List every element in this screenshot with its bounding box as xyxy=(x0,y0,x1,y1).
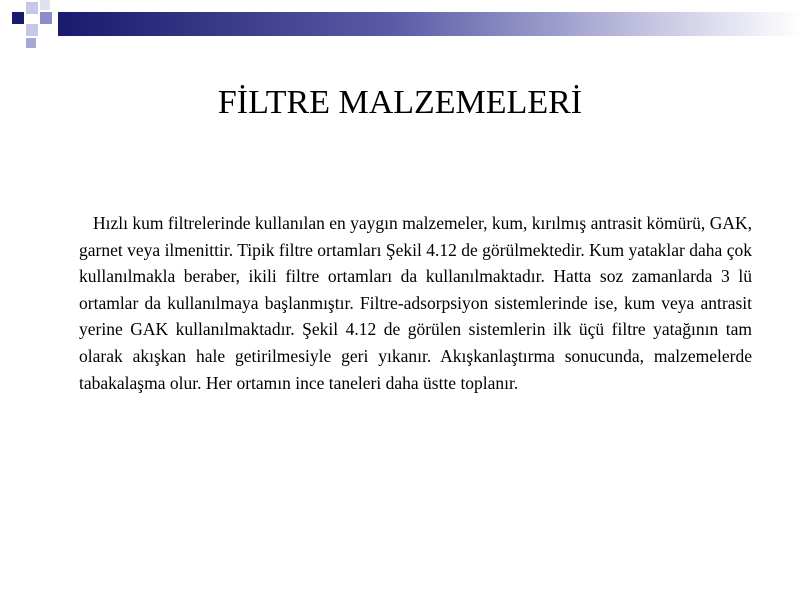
header-square-light-1 xyxy=(26,2,38,14)
header-square-light-2 xyxy=(26,24,38,36)
header-square-light-3 xyxy=(40,0,50,10)
header-band xyxy=(58,12,800,36)
header-decoration-graphic xyxy=(0,0,800,60)
header-square-dark xyxy=(12,12,24,24)
header-square-light-4 xyxy=(26,38,36,48)
header-decoration xyxy=(0,0,800,60)
header-square-mid xyxy=(40,12,52,24)
slide-body-text: Hızlı kum filtrelerinde kullanılan en yaygın malzemeler, kum, kırılmış antrasit kömürü, GAK, garnet veya ilmenittir. Tipik filtre ortamları Şekil 4.12 de görülmektedir. Kum yataklar daha çok kullanılmakla beraber, ikili filtre ortamları da kullanılmaktadır. Hatta soz zamanlarda 3 lü ortamlar da kullanılmaya başlanmıştır. Filtre-adsorpsiyon sistemlerinde ise, kum veya antrasit yerine GAK kullanılmaktadır. Şekil 4.12 de görülen sistemlerin ilk üçü filtre yatağının tam olarak akışkan hale getirilmesiyle geri yıkanır. Akışkanlaştırma sonucunda, malzemelerde tabakalaşma olur. Her ortamın ince taneleri daha üstte toplanır. xyxy=(79,213,752,393)
slide-title: FİLTRE MALZEMELERİ xyxy=(217,84,583,121)
